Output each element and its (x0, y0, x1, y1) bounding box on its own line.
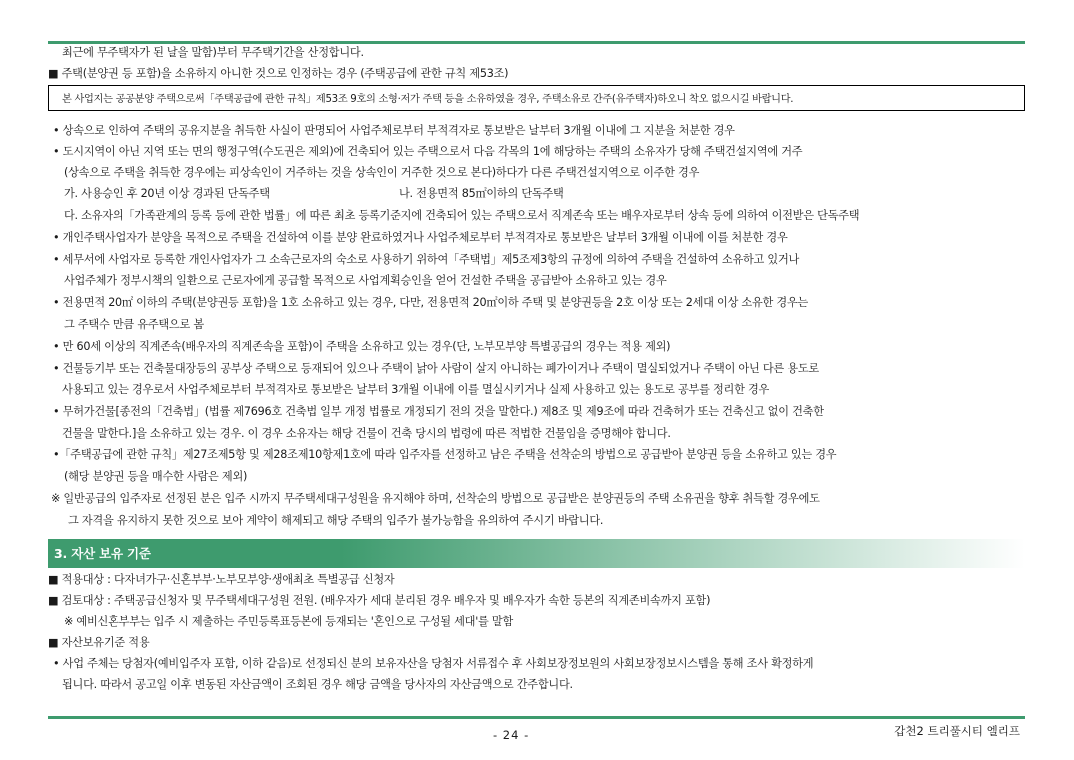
list-item-continuation: 사용되고 있는 경우로서 사업주체로부터 부적격자로 통보받은 날부터 3개월 이내에 이를 멸실시키거나 실제 사용하고 있는 용도로 공부를 정리한 경우 (62, 383, 770, 396)
list-item-continuation: 사업주체가 정부시책의 일환으로 근로자에게 공급할 목적으로 사업계획승인을 얻어 건설한 주택을 공급받아 소유하고 있는 경우 (64, 274, 667, 287)
list-item-continuation: 건물을 말한다.]을 소유하고 있는 경우. 이 경우 소유자는 해당 건물이 건축 당시의 법령에 따른 적법한 건물임을 증명해야 합니다. (62, 427, 671, 440)
asset-line: ■ 적용대상 : 다자녀가구·신혼부부·노부모부양·생애최초 특별공급 신청자 (48, 573, 395, 586)
bottom-rule (48, 716, 1025, 719)
asset-line: ■ 자산보유기준 적용 (48, 636, 150, 649)
asset-line: ■ 검토대상 : 주택공급신청자 및 무주택세대구성원 전원. (배우자가 세대 분리된 경우 배우자 및 배우자가 속한 등본의 직계존비속까지 포함) (48, 594, 711, 607)
list-item-continuation: 그 주택수 만큼 유주택으로 봄 (64, 318, 204, 331)
sub-item-c: 다. 소유자의「가족관계의 등록 등에 관한 법률」에 따른 최초 등록기준지에 건축되어 있는 주택으로서 직계존속 또는 배우자로부터 상속 등에 의하여 이전받은 단독주택 (64, 209, 860, 222)
notice-box (48, 85, 1025, 111)
note-line: ※ 일반공급의 입주자로 선정된 분은 입주 시까지 무주택세대구성원을 유지해야 하며, 선착순의 방법으로 공급받은 분양권등의 주택 소유권을 향후 취득할 경우에도 (51, 492, 820, 505)
section-title: 3. 자산 보유 기준 (54, 546, 151, 561)
list-item: • 상속으로 인하여 주택의 공유지분을 취득한 사실이 판명되어 사업주체로부터 부적격자로 통보받은 날부터 3개월 이내에 그 지분을 처분한 경우 (53, 124, 735, 137)
intro-line: 최근에 무주택자가 된 날을 말함)부터 무주택기간을 산정합니다. (62, 46, 364, 59)
asset-line: • 사업 주체는 당첨자(예비입주자 포함, 이하 같음)로 선정되신 분의 보유자산을 당첨자 서류접수 후 사회보장정보원의 사회보장정보시스템을 통해 조사 확정하게 (53, 657, 814, 670)
list-item: • 도시지역이 아닌 지역 또는 면의 행정구역(수도권은 제외)에 건축되어 있는 주택으로서 다음 각목의 1에 해당하는 주택의 소유자가 당해 주택건설지역에 거주 (53, 145, 803, 158)
list-item: • 무허가건물[종전의「건축법」(법률 제7696호 건축법 일부 개정 법률로 개정되기 전의 것을 말한다.) 제8조 및 제9조에 따라 건축허가 또는 건축신고 없이 건축한 (53, 405, 824, 418)
sub-item-a: 가. 사용승인 후 20년 이상 경과된 단독주택 (64, 187, 270, 200)
list-item: • 개인주택사업자가 분양을 목적으로 주택을 건설하여 이를 분양 완료하였거나 사업주체로부터 부적격자로 통보받은 날부터 3개월 이내에 이를 처분한 경우 (53, 231, 788, 244)
list-item: • 전용면적 20㎡ 이하의 주택(분양권등 포함)을 1호 소유하고 있는 경우, 다만, 전용면적 20㎡이하 주택 및 분양권등을 2호 이상 또는 2세대 이상 소유한 경우는 (53, 296, 809, 309)
section-title-band (48, 539, 1025, 568)
page-number: - 24 - (493, 728, 530, 742)
list-item-continuation: (상속으로 주택을 취득한 경우에는 피상속인이 거주하는 것을 상속인이 거주한 것으로 본다)하다가 다른 주택건설지역으로 이주한 경우 (64, 166, 700, 179)
list-item: • 세무서에 사업자로 등록한 개인사업자가 그 소속근로자의 숙소로 사용하기 위하여「주택법」제5조제3항의 규정에 의하여 주택을 건설하여 소유하고 있거나 (53, 253, 800, 266)
note-line-continuation: 그 자격을 유지하지 못한 것으로 보아 계약이 해제되고 해당 주택의 입주가 불가능함을 유의하여 주시기 바랍니다. (68, 514, 604, 527)
asset-line-continuation: 됩니다. 따라서 공고일 이후 변동된 자산금액이 조회된 경우 해당 금액을 당사자의 자산금액으로 간주합니다. (62, 678, 573, 691)
list-item: • 만 60세 이상의 직계존속(배우자의 직계존속을 포함)이 주택을 소유하고 있는 경우(단, 노부모부양 특별공급의 경우는 적용 제외) (53, 340, 671, 353)
list-item: • 건물등기부 또는 건축물대장등의 공부상 주택으로 등재되어 있으나 주택이 낡아 사람이 살지 아니하는 폐가이거나 주택이 멸실되었거나 주택이 아닌 다른 용도로 (53, 362, 819, 375)
notice-box-text: 본 사업지는 공공분양 주택으로써「주택공급에 관한 규칙」제53조 9호의 소형·저가 주택 등을 소유하였을 경우, 주택소유로 간주(유주택자)하오니 착오 없으시길 바랍니다. (62, 94, 794, 105)
section-heading-house: ■ 주택(분양권 등 포함)을 소유하지 아니한 것으로 인정하는 경우 (주택공급에 관한 규칙 제53조) (48, 67, 509, 80)
list-item: •「주택공급에 관한 규칙」제27조제5항 및 제28조제10항제1호에 따라 입주자를 선정하고 남은 주택을 선착순의 방법으로 공급받아 분양권 등을 소유하고 있는 경우 (53, 448, 837, 461)
list-item-continuation: (해당 분양권 등을 매수한 사람은 제외) (64, 470, 248, 483)
footer-project-name: 갑천2 트리풀시티 엘리프 (894, 724, 1020, 738)
sub-item-b: 나. 전용면적 85㎡이하의 단독주택 (399, 187, 564, 200)
asset-note: ※ 예비신혼부부는 입주 시 제출하는 주민등록표등본에 등재되는 '혼인으로 구성될 세대'를 말함 (64, 615, 514, 628)
